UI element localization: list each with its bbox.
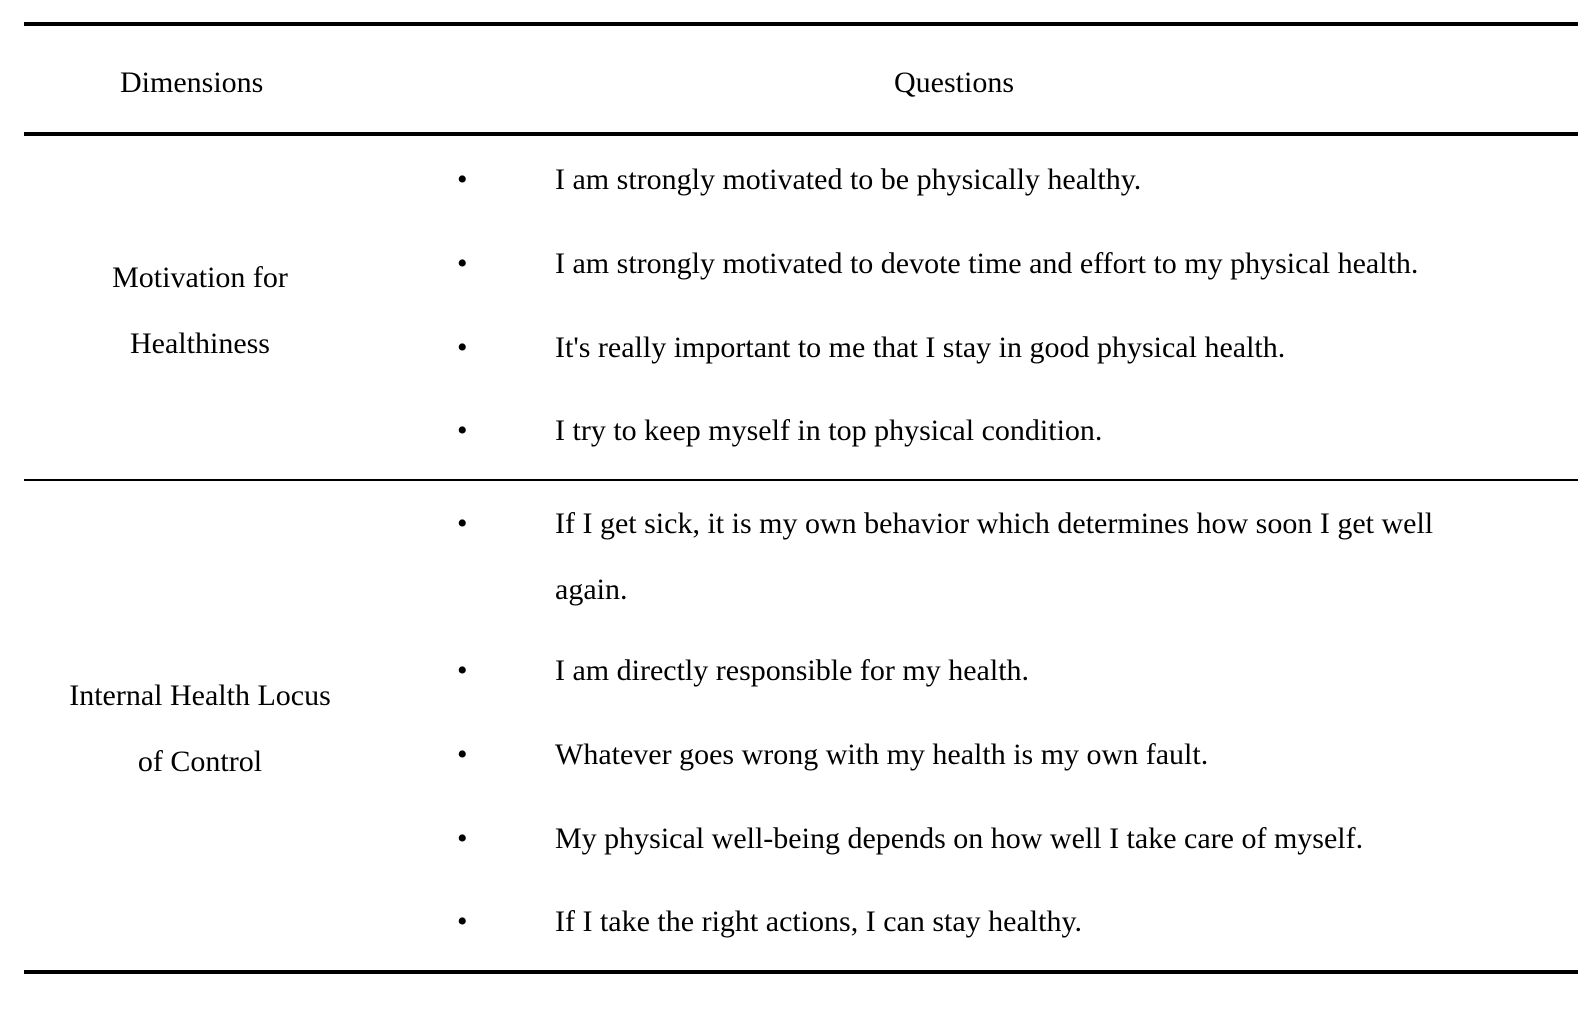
question-text: I try to keep myself in top physical condition. [555, 414, 1103, 447]
bullet: • [457, 414, 468, 447]
question-text: It's really important to me that I stay in good physical health. [555, 331, 1286, 364]
dimension-line: Internal Health Locus [69, 679, 331, 712]
dimension-cell-locus-of-control [24, 663, 376, 795]
question-text: Whatever goes wrong with my health is my own fault. [555, 738, 1209, 771]
bullet: • [457, 905, 468, 938]
bullet: • [457, 654, 468, 687]
question-text: I am strongly motivated to be physically healthy. [555, 163, 1142, 196]
dimension-cell-motivation [24, 245, 376, 377]
bullet: • [457, 822, 468, 855]
dimension-line: Healthiness [130, 327, 270, 360]
row-divider-rule [24, 479, 1578, 481]
header-dimensions: Dimensions [120, 66, 264, 99]
bullet: • [457, 507, 468, 540]
dimension-line: Motivation for [112, 261, 288, 294]
question-text: My physical well-being depends on how well I take care of myself. [555, 822, 1364, 855]
question-text: I am strongly motivated to devote time and effort to my physical health. [555, 247, 1419, 280]
bullet: • [457, 331, 468, 364]
dimension-line: of Control [137, 745, 263, 778]
table-top-rule [24, 22, 1578, 26]
header-bottom-rule [24, 132, 1578, 136]
bullet: • [457, 247, 468, 280]
question-text: again. [555, 573, 628, 606]
header-questions: Questions [894, 66, 1014, 99]
bullet: • [457, 738, 468, 771]
bullet: • [457, 163, 468, 196]
table-bottom-rule [24, 970, 1578, 974]
question-text: I am directly responsible for my health. [555, 654, 1030, 687]
question-text: If I take the right actions, I can stay healthy. [555, 905, 1083, 938]
question-text: If I get sick, it is my own behavior which determines how soon I get well [555, 507, 1434, 540]
